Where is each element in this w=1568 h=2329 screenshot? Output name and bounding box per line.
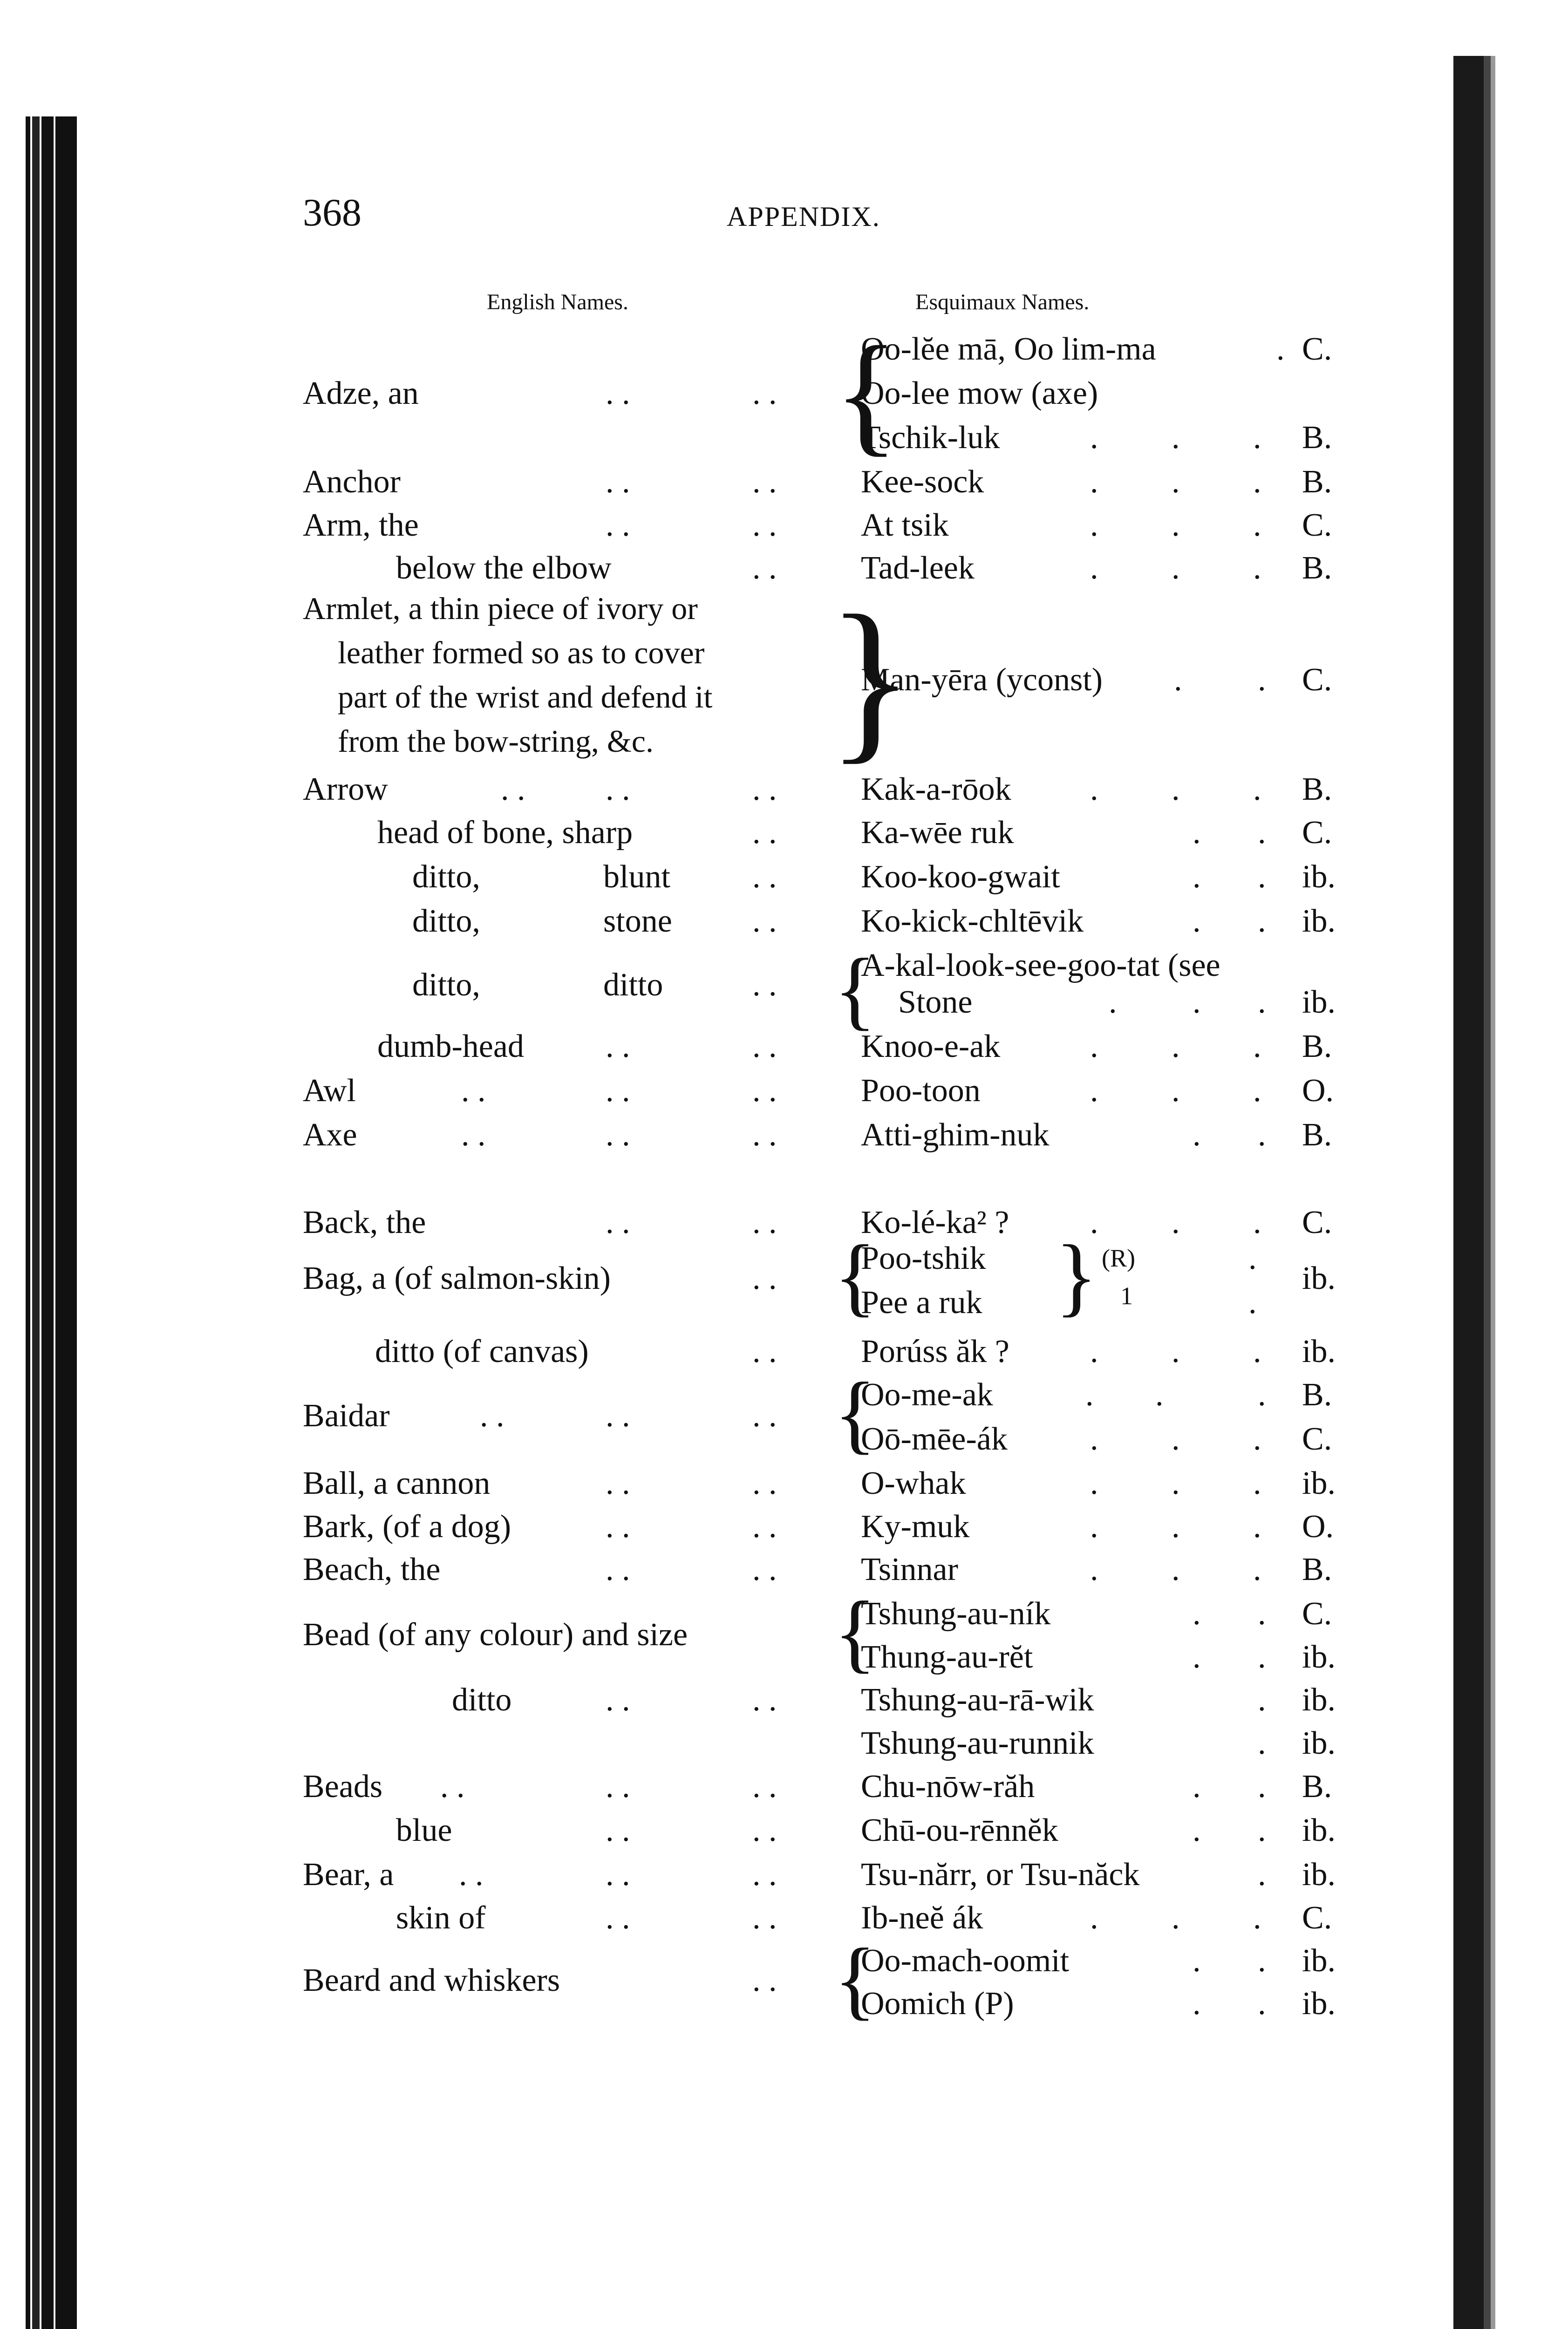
leader-dot: . [1193,1639,1201,1675]
leader-dots: . . [606,1812,630,1848]
leader-dots: . . [606,464,630,500]
brace-bead: { [834,1584,877,1682]
esquimaux-name: Tsinnar [861,1552,958,1587]
leader-dots: . . [752,464,777,500]
leader-dots: . . [459,1857,484,1893]
leader-dots: . . . [1090,420,1294,456]
leader-dot: . [1193,859,1201,895]
leader-dots: . . [606,1900,630,1936]
leader-dots: . . . [1090,507,1294,543]
source-code: B. [1302,464,1332,500]
esquimaux-name: Atti-ghim-nuk [861,1117,1050,1153]
english-name: Bead (of any colour) and size [303,1617,688,1653]
brace-baidar: { [834,1365,877,1463]
leader-dots: . . [606,1398,630,1434]
leader-dot: . [1258,1769,1266,1805]
leader-dot: . [1193,1769,1201,1805]
source-code: B. [1302,550,1332,586]
entry-row-axe [0,1117,1568,1161]
source-code: C. [1302,662,1332,698]
entry-row-arm [0,507,1568,551]
english-name: Back, the [303,1205,426,1240]
leader-dot: . [1258,1377,1266,1413]
leader-dots: . . [752,550,777,586]
leader-dots: . . [752,1962,777,1998]
leader-dot: . [1085,1377,1094,1413]
leader-dot: . [1193,903,1201,939]
leader-dots: . . [752,1552,777,1587]
brace-ditto-ditto: { [834,941,877,1039]
leader-dot: . [1155,1377,1164,1413]
esquimaux-name: Man-yēra (yconst) [861,662,1103,698]
english-name: dumb-head [377,1028,524,1064]
source-code: C. [1302,1596,1332,1632]
source-code: B. [1302,771,1332,807]
english-name: ditto, [412,859,480,895]
esquimaux-name: Knoo-e-ak [861,1028,1001,1064]
leader-dot: . [1258,1639,1266,1675]
leader-dots: . . [752,1682,777,1718]
source-dot: . [1276,331,1285,367]
column-header-english: English Names. [487,290,628,314]
leader-dots: . . [606,1857,630,1893]
leader-dot: . [1258,1725,1266,1761]
leader-dots: . . [606,507,630,543]
esquimaux-name: Ky-muk [861,1509,970,1545]
leader-dots: . . [606,1509,630,1545]
leader-dots: . . . [1090,550,1294,586]
leader-dots: . . [752,815,777,851]
leader-dot: . [1258,1682,1266,1718]
english-name: below the elbow [396,550,612,586]
leader-dots: . . [752,1334,777,1369]
english-name: ditto, [412,903,480,939]
english-name: Axe [303,1117,357,1153]
english-qualifier: blunt [603,859,670,895]
leader-dots: . . [440,1769,465,1805]
leader-dots: . . [480,1398,504,1434]
esquimaux-name: Oō-mēe-ák [861,1421,1008,1457]
english-name: Bark, (of a dog) [303,1509,511,1545]
leader-dots: . . [752,1465,777,1501]
source-code: C. [1302,331,1332,367]
esquimaux-name: Tsu-nărr, or Tsu-năck [861,1857,1140,1893]
entry-row-baidar-2 [0,1421,1568,1465]
esquimaux-name: Poo-toon [861,1073,981,1109]
english-name-line: Armlet, a thin piece of ivory or [303,591,698,626]
entry-row-dumb-head [0,1028,1568,1072]
brace-adze: { [834,319,899,468]
english-name: Awl [303,1073,356,1109]
leader-dot: . [1258,1986,1266,2022]
entry-row-bag-2 [0,1284,1568,1328]
english-name: Bag, a (of salmon-skin) [303,1260,611,1296]
source-code: ib. [1302,1812,1336,1848]
esquimaux-name: Oo-mach-oomit [861,1943,1070,1979]
leader-dots: . . [752,1900,777,1936]
entry-row-ball [0,1465,1568,1509]
english-name: Beach, the [303,1552,441,1587]
leader-dots: . . [752,1857,777,1893]
entry-row-ditto-ditto-2 [0,984,1568,1028]
entry-row-beads [0,1768,1568,1812]
english-name: Beard and whiskers [303,1962,560,1998]
source-code: ib. [1302,984,1336,1020]
english-qualifier: stone [603,903,672,939]
english-name: Ball, a cannon [303,1465,491,1501]
column-header-esquimaux: Esquimaux Names. [915,290,1090,314]
leader-dots: . . [752,507,777,543]
source-code: ib. [1302,1639,1336,1675]
source-code: B. [1302,420,1332,456]
entry-row-bead-ditto [0,1682,1568,1726]
entry-row-ditto-canvas [0,1333,1568,1377]
esquimaux-name: Oomich (P) [861,1986,1014,2022]
leader-dots: . . [752,1205,777,1240]
brace-beard: { [834,1931,877,2029]
esquimaux-name: Pee a ruk [861,1285,982,1321]
english-name: ditto [452,1682,512,1718]
esquimaux-name: Tshung-au-ník [861,1596,1051,1632]
leader-dots: . . [461,1117,486,1153]
leader-dots: . . [606,1769,630,1805]
esquimaux-name: Tshung-au-runnik [861,1725,1094,1761]
english-name: Bear, a [303,1857,394,1893]
english-name: ditto (of canvas) [375,1334,589,1369]
esquimaux-name: Poo-tshik [861,1240,986,1276]
entry-row-skin-of [0,1900,1568,1944]
esquimaux-name: Oo-lee mow (axe) [861,375,1098,411]
entry-row-bead-2 [0,1639,1568,1683]
leader-dots: . . [752,1769,777,1805]
esquimaux-name: Chū-ou-rēnnĕk [861,1812,1058,1848]
source-code: O. [1302,1073,1334,1109]
leader-dots: . . [752,1398,777,1434]
english-name-line: leather formed so as to cover [338,635,705,670]
leader-dot: . [1258,1596,1266,1632]
leader-dots: . . [606,1465,630,1501]
leader-dots: . . [606,1028,630,1064]
leader-dot: . [1193,815,1201,851]
leader-dots: . . . [1090,1509,1294,1545]
entry-row-anchor [0,463,1568,508]
leader-dots: . . [752,375,777,411]
source-code: C. [1302,507,1332,543]
entry-row-beach [0,1551,1568,1595]
source-code: ib. [1302,859,1336,895]
esquimaux-name: Tshung-au-rā-wik [861,1682,1094,1718]
entry-row-ditto-blunt [0,858,1568,903]
leader-dot: . [1258,1857,1266,1893]
leader-dots: . . [752,1260,777,1296]
entry-row-bear [0,1856,1568,1900]
leader-dots: . . [752,1028,777,1064]
annotation-mark: 1 [1120,1282,1133,1310]
leader-dots: . . . [1090,1334,1294,1369]
source-code: B. [1302,1117,1332,1153]
entry-row-adze-2 [0,375,1568,419]
esquimaux-name: Kee-sock [861,464,984,500]
leader-dots: . . [752,1509,777,1545]
leader-dot: . [1258,859,1266,895]
esquimaux-name: Ib-neĕ ák [861,1900,983,1936]
entry-row-adze-1 [0,331,1568,375]
brace-bag-close: } [1055,1227,1098,1325]
leader-dot: . [1193,1986,1201,2022]
leader-dots: . . [606,1117,630,1153]
esquimaux-name: Oo-lĕe mā, Oo lim-ma [861,331,1156,367]
leader-dots: . . [606,771,630,807]
leader-dots: . . . [1090,1028,1294,1064]
entry-row-ditto-stone [0,903,1568,947]
entry-row-awl [0,1072,1568,1117]
leader-dots: . . [606,1682,630,1718]
esquimaux-name: Ka-wēe ruk [861,815,1014,851]
source-code: B. [1302,1028,1332,1064]
source-code: B. [1302,1552,1332,1587]
esquimaux-name: Ko-lé-ka² ? [861,1205,1009,1240]
leader-dots: . . . [1090,464,1294,500]
leader-dot: . [1193,1117,1201,1153]
leader-dots: . . . [1090,1465,1294,1501]
source-code: ib. [1302,1943,1336,1979]
leader-dots: . . [501,771,525,807]
esquimaux-name: At tsik [861,507,949,543]
leader-dot: . [1258,1943,1266,1979]
leader-dots: . . . [1090,1900,1294,1936]
leader-dot: . [1193,1812,1201,1848]
leader-dots: . . . [1090,1421,1294,1457]
leader-dots: . . [752,1812,777,1848]
page-number: 368 [303,191,361,234]
leader-dots: . . . [1090,771,1294,807]
entry-row-beard-2 [0,1985,1568,2029]
leader-dots: . . . [1090,1205,1294,1240]
source-code: B. [1302,1377,1332,1413]
leader-dot: . [1258,903,1266,939]
source-code: ib. [1302,1682,1336,1718]
leader-dot: . [1109,984,1117,1020]
source-code: ib. [1302,1986,1336,2022]
esquimaux-name: Porúss ăk ? [861,1334,1009,1369]
english-name: Baidar [303,1398,390,1434]
english-qualifier: ditto [603,967,663,1003]
leader-dots: . . [606,375,630,411]
english-name: Arm, the [303,507,419,543]
english-name: ditto, [412,967,480,1003]
english-name: head of bone, sharp [377,815,633,851]
source-code: C. [1302,1421,1332,1457]
source-code: ib. [1302,1260,1336,1296]
source-code: ib. [1302,903,1336,939]
leader-dot: . [1258,1117,1266,1153]
entry-row-below-elbow [0,550,1568,594]
english-name-line: part of the wrist and defend it [338,679,713,715]
entry-row-armlet [0,661,1568,706]
esquimaux-name: Thung-au-rĕt [861,1639,1033,1675]
leader-dot: . [1174,662,1182,698]
english-name-line: from the bow-string, &c. [338,723,654,759]
entry-row-head-of-bone [0,814,1568,858]
leader-dot: . [1193,984,1201,1020]
leader-dots: . . [752,859,777,895]
leader-dot: . [1193,1943,1201,1979]
brace-armlet: } [827,578,914,779]
leader-dots: . . [752,967,777,1003]
esquimaux-name: Oo-me-ak [861,1377,993,1413]
leader-dots: . . [752,903,777,939]
entry-row-adze-3 [0,419,1568,463]
source-code: C. [1302,1900,1332,1936]
leader-dots: . . . [1090,1552,1294,1587]
leader-dots: . . [752,1117,777,1153]
leader-dot: . [1258,815,1266,851]
entry-row-arrow [0,771,1568,815]
leader-dots: . . [606,1552,630,1587]
entry-row-blue [0,1812,1568,1856]
annotation-mark: (R) [1102,1244,1135,1272]
source-code: ib. [1302,1857,1336,1893]
esquimaux-name: Chu-nōw-răh [861,1769,1035,1805]
leader-dots: . . . [1090,1073,1294,1109]
leader-dot: . [1248,1240,1257,1276]
source-code: ib. [1302,1725,1336,1761]
esquimaux-name: Tad-leek [861,550,975,586]
leader-dots: . . [752,771,777,807]
leader-dots: . . [606,1073,630,1109]
source-code: B. [1302,1769,1332,1805]
english-name: Anchor [303,464,401,500]
source-code: C. [1302,1205,1332,1240]
running-title: APPENDIX. [727,201,880,232]
leader-dots: . . [606,1205,630,1240]
leader-dots: . . [752,1073,777,1109]
english-name: Arrow [303,771,388,807]
esquimaux-name: Stone [898,984,973,1020]
source-code: ib. [1302,1334,1336,1369]
leader-dot: . [1248,1285,1257,1321]
entry-row-bark [0,1508,1568,1553]
esquimaux-name: O-whak [861,1465,966,1501]
english-name: Beads [303,1769,383,1805]
english-name: skin of [396,1900,486,1936]
leader-dot: . [1258,984,1266,1020]
leader-dot: . [1193,1596,1201,1632]
esquimaux-name: Koo-koo-gwait [861,859,1060,895]
source-code: C. [1302,815,1332,851]
esquimaux-name: Tschik-luk [861,420,1000,456]
leader-dot: . [1258,1812,1266,1848]
entry-row-bead-ditto-2 [0,1725,1568,1769]
esquimaux-name: Kak-a-rōok [861,771,1011,807]
english-name: Adze, an [303,375,419,411]
brace-bag-open: { [834,1227,877,1325]
leader-dots: . . [461,1073,486,1109]
source-code: O. [1302,1509,1334,1545]
leader-dot: . [1258,662,1266,698]
english-name: blue [396,1812,452,1848]
esquimaux-name: Ko-kick-chltēvik [861,903,1084,939]
esquimaux-name: A-kal-look-see-goo-tat (see [861,947,1220,983]
source-code: ib. [1302,1465,1336,1501]
